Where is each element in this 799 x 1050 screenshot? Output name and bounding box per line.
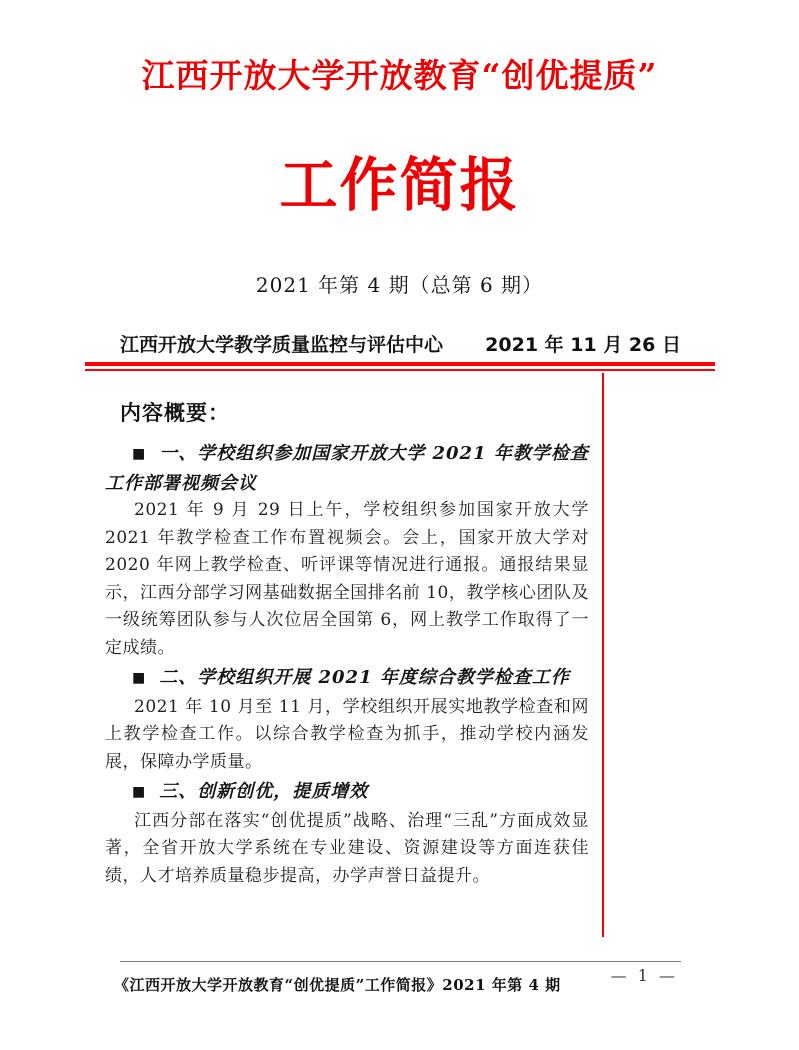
section-title-text: 二、学校组织开展 2021 年度综合教学检查工作 [159,667,570,688]
content-summary [105,397,589,890]
footer-rule [120,961,681,962]
section-title-text: 三、创新创优，提质增效 [159,781,369,802]
summary-heading: 内容概要： [120,401,230,425]
bullet-square-icon: ■ [132,446,147,462]
page-number: — 1 — [610,966,678,985]
section-title [105,778,589,808]
publisher-row [120,330,681,357]
summary-section-1 [105,440,589,662]
bullet-square-icon: ■ [132,784,147,800]
right-vertical-rule [602,373,604,937]
bullet-square-icon: ■ [132,670,147,686]
section-body: 江西分部在落实“创优提质”战略、治理“三乱”方面成效显著，全省开放大学系统在专业建设、资源建设等方面连获佳绩，人才培养质量稳步提高，办学声誉日益提升。 [105,810,589,886]
summary-section-2 [105,664,589,776]
section-body: 2021 年 10 月至 11 月，学校组织开展实地教学检查和网上教学检查工作。以综合教学检查为抓手，推动学校内涵发展，保障办学质量。 [105,696,589,772]
section-body: 2021 年 9 月 29 日上午，学校组织参加国家开放大学 2021 年教学检查工作布置视频会。会上，国家开放大学对 2020 年网上教学检查、听评课等情况进行通报。通报结果显示，江西分部学习网基础数据全国排名前 10，教学核心团队及一级统筹团队参与人次位居全国第 6，网上教学工作取得了一定成绩。 [105,500,589,658]
publisher-name: 江西开放大学教学质量监控与评估中心 [120,334,444,356]
section-title [105,664,589,694]
masthead-title: 工作简报 [279,151,520,219]
masthead-double-rule [85,362,715,371]
issue-number-line: 2021 年第 4 期（总第 6 期） [255,273,544,297]
section-title-text: 一、学校组织参加国家开放大学 2021 年教学检查工作部署视频会议 [105,443,589,494]
masthead-subtitle: 江西开放大学开放教育“创优提质” [141,56,658,95]
footer-source-title: 《江西开放大学开放教育“创优提质”工作简报》2021 年第 4 期 [114,976,561,994]
publish-date: 2021 年 11 月 26 日 [485,334,681,356]
summary-section-3 [105,778,589,890]
section-title [105,440,589,497]
